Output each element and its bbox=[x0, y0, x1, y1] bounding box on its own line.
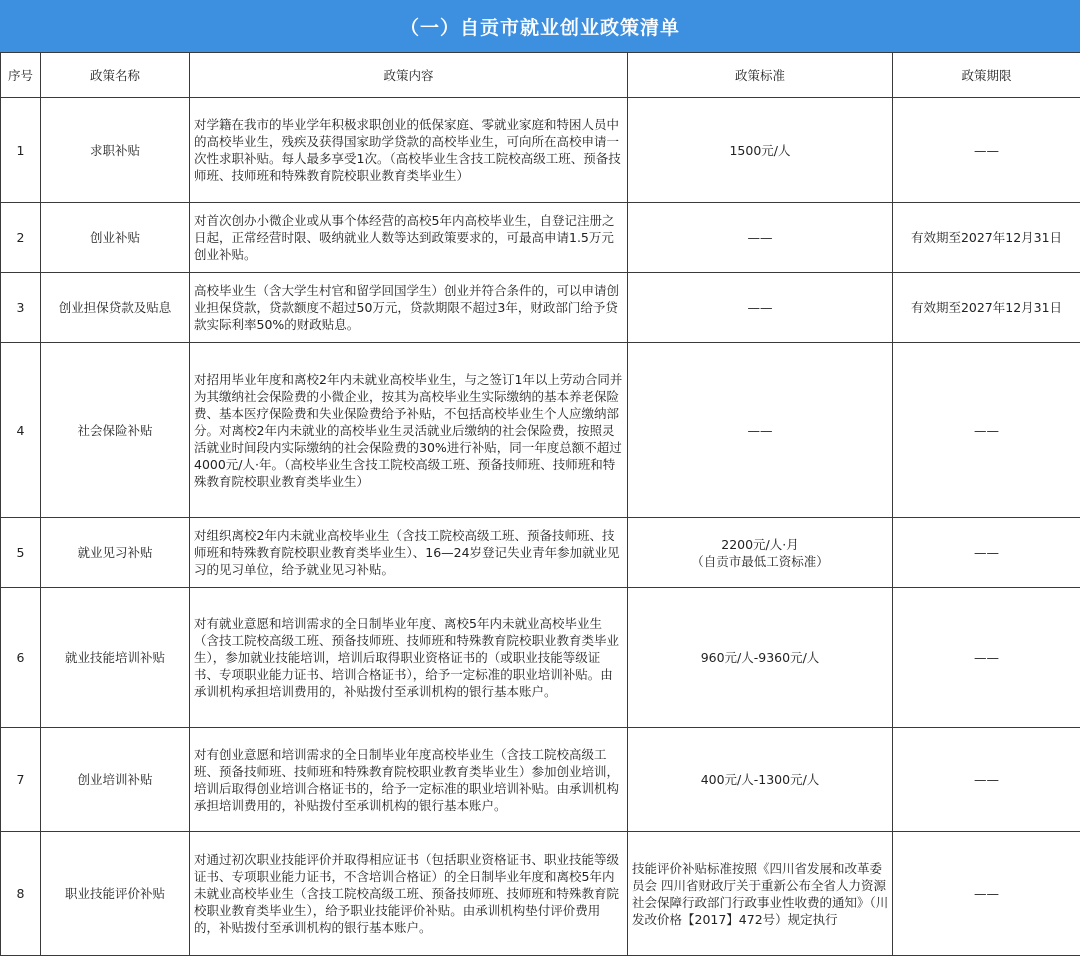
policy-standard: 960元/人-9360元/人 bbox=[628, 588, 893, 728]
policy-content: 对通过初次职业技能评价并取得相应证书（包括职业资格证书、职业技能等级证书、专项职业能力证书，不含培训合格证）的全日制毕业年度和离校5年内未就业高校毕业生（含技工院校高级工班、预备技师班、技师班和特殊教育院校职业教育类毕业生），给予职业技能评价补贴。由承训机构垫付评价费用的，补贴拨付至承训机构的银行基本账户。 bbox=[190, 832, 628, 956]
table-row bbox=[1, 98, 1080, 203]
policy-name: 职业技能评价补贴 bbox=[41, 832, 190, 956]
policy-term: —— bbox=[893, 728, 1080, 832]
policy-standard: 1500元/人 bbox=[628, 98, 893, 203]
table-header-row bbox=[1, 53, 1080, 98]
row-number: 2 bbox=[1, 203, 41, 273]
row-number: 6 bbox=[1, 588, 41, 728]
row-number: 7 bbox=[1, 728, 41, 832]
policy-name: 社会保险补贴 bbox=[41, 343, 190, 518]
row-number: 4 bbox=[1, 343, 41, 518]
policy-term: —— bbox=[893, 98, 1080, 203]
policy-standard: —— bbox=[628, 343, 893, 518]
row-number: 3 bbox=[1, 273, 41, 343]
table-row bbox=[1, 343, 1080, 518]
policy-standard: —— bbox=[628, 203, 893, 273]
policy-term: 有效期至2027年12月31日 bbox=[893, 203, 1080, 273]
row-number: 8 bbox=[1, 832, 41, 956]
policy-term: —— bbox=[893, 588, 1080, 728]
policy-content: 对首次创办小微企业或从事个体经营的高校5年内高校毕业生，自登记注册之日起，正常经营时限、吸纳就业人数等达到政策要求的，可最高申请1.5万元创业补贴。 bbox=[190, 203, 628, 273]
row-number: 1 bbox=[1, 98, 41, 203]
policy-name: 创业补贴 bbox=[41, 203, 190, 273]
policy-standard: 技能评价补贴标准按照《四川省发展和改革委员会 四川省财政厅关于重新公布全省人力资源社会保障行政部门行政事业性收费的通知》（川发改价格【2017】472号）规定执行 bbox=[628, 832, 893, 956]
table-row bbox=[1, 832, 1080, 956]
policy-name: 就业见习补贴 bbox=[41, 518, 190, 588]
policy-content: 对有就业意愿和培训需求的全日制毕业年度、离校5年内未就业高校毕业生（含技工院校高级工班、预备技师班、技师班和特殊教育院校职业教育类毕业生），参加就业技能培训，培训后取得职业资格证书的（或职业技能等级证书、专项职业能力证书、培训合格证书），给予一定标准的职业培训补贴。由承训机构承担培训费用的，补贴拨付至承训机构的银行基本账户。 bbox=[190, 588, 628, 728]
policy-name: 求职补贴 bbox=[41, 98, 190, 203]
policy-content: 对招用毕业年度和离校2年内未就业高校毕业生，与之签订1年以上劳动合同并为其缴纳社会保险费的小微企业，按其为高校毕业生实际缴纳的基本养老保险费、基本医疗保险费和失业保险费给予补贴，不包括高校毕业生个人应缴纳部分。对离校2年内未就业的高校毕业生灵活就业后缴纳的社会保险费，按照灵活就业时间段内实际缴纳的社会保险费的30%进行补贴，同一年度总额不超过4000元/人·年。（高校毕业生含技工院校高级工班、预备技师班、技师班和特殊教育院校职业教育类毕业生） bbox=[190, 343, 628, 518]
policy-standard: 2200元/人·月 （自贡市最低工资标准） bbox=[628, 518, 893, 588]
policy-content: 高校毕业生（含大学生村官和留学回国学生）创业并符合条件的，可以申请创业担保贷款，贷款额度不超过50万元，贷款期限不超过3年，财政部门给予贷款实际利率50%的财政贴息。 bbox=[190, 273, 628, 343]
policy-name: 创业培训补贴 bbox=[41, 728, 190, 832]
policy-standard: —— bbox=[628, 273, 893, 343]
header-term: 政策期限 bbox=[893, 53, 1080, 98]
table-row bbox=[1, 728, 1080, 832]
policy-term: 有效期至2027年12月31日 bbox=[893, 273, 1080, 343]
table-row bbox=[1, 273, 1080, 343]
header-content: 政策内容 bbox=[190, 53, 628, 98]
row-number: 5 bbox=[1, 518, 41, 588]
policy-content: 对有创业意愿和培训需求的全日制毕业年度高校毕业生（含技工院校高级工班、预备技师班、技师班和特殊教育院校职业教育类毕业生）参加创业培训，培训后取得创业培训合格证书的，给予一定标准的职业培训补贴。由承训机构承担培训费用的，补贴拨付至承训机构的银行基本账户。 bbox=[190, 728, 628, 832]
policy-term: —— bbox=[893, 518, 1080, 588]
policy-term: —— bbox=[893, 832, 1080, 956]
policy-name: 就业技能培训补贴 bbox=[41, 588, 190, 728]
table-row bbox=[1, 203, 1080, 273]
table-row bbox=[1, 518, 1080, 588]
policy-term: —— bbox=[893, 343, 1080, 518]
policy-table bbox=[0, 52, 1080, 956]
header-name: 政策名称 bbox=[41, 53, 190, 98]
policy-name: 创业担保贷款及贴息 bbox=[41, 273, 190, 343]
policy-content: 对组织离校2年内未就业高校毕业生（含技工院校高级工班、预备技师班、技师班和特殊教育院校职业教育类毕业生）、16—24岁登记失业青年参加就业见习的见习单位，给予就业见习补贴。 bbox=[190, 518, 628, 588]
policy-content: 对学籍在我市的毕业学年积极求职创业的低保家庭、零就业家庭和特困人员中的高校毕业生，残疾及获得国家助学贷款的高校毕业生，可向所在高校申请一次性求职补贴。每人最多享受1次。（高校毕业生含技工院校高级工班、预备技师班、技师班和特殊教育院校职业教育类毕业生） bbox=[190, 98, 628, 203]
page-title: （一）自贡市就业创业政策清单 bbox=[0, 0, 1080, 52]
header-standard: 政策标准 bbox=[628, 53, 893, 98]
header-no: 序号 bbox=[1, 53, 41, 98]
policy-standard: 400元/人-1300元/人 bbox=[628, 728, 893, 832]
table-row bbox=[1, 588, 1080, 728]
